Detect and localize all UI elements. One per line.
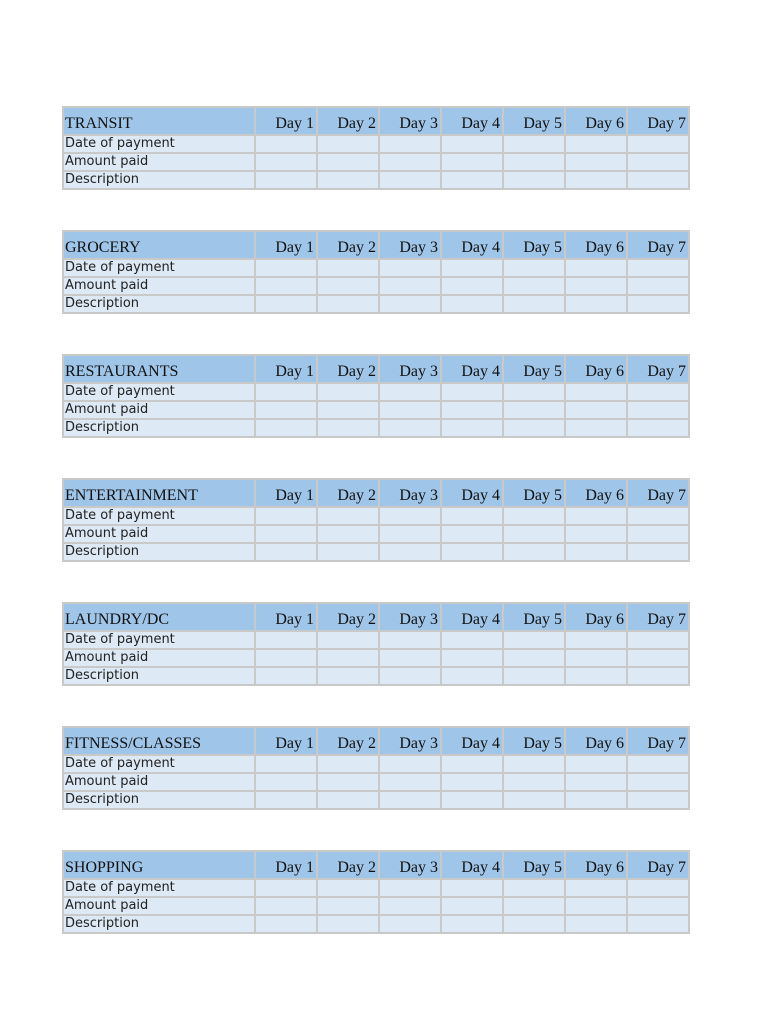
day-header: Day 7 xyxy=(627,727,689,755)
day-header: Day 5 xyxy=(503,603,565,631)
table-header-row xyxy=(63,727,689,755)
entry-cell[interactable] xyxy=(317,171,379,189)
entry-cell[interactable] xyxy=(565,507,627,525)
entry-cell[interactable] xyxy=(441,667,503,685)
table-row xyxy=(63,135,689,153)
day-header: Day 7 xyxy=(627,355,689,383)
table-row xyxy=(63,507,689,525)
table-row xyxy=(63,383,689,401)
day-header: Day 6 xyxy=(565,603,627,631)
day-header: Day 2 xyxy=(317,231,379,259)
entry-cell[interactable] xyxy=(317,649,379,667)
entry-cell[interactable] xyxy=(317,383,379,401)
day-header: Day 2 xyxy=(317,479,379,507)
table-row xyxy=(63,295,689,313)
entry-cell[interactable] xyxy=(379,419,441,437)
entry-cell[interactable] xyxy=(503,171,565,189)
row-label: Amount paid xyxy=(63,649,255,667)
entry-cell[interactable] xyxy=(379,525,441,543)
category-title: GROCERY xyxy=(63,231,255,259)
table-row xyxy=(63,791,689,809)
row-label: Date of payment xyxy=(63,631,255,649)
day-header: Day 4 xyxy=(441,355,503,383)
entry-cell[interactable] xyxy=(441,383,503,401)
table-header-row xyxy=(63,603,689,631)
row-label: Date of payment xyxy=(63,135,255,153)
entry-cell[interactable] xyxy=(565,525,627,543)
entry-cell[interactable] xyxy=(627,153,689,171)
entry-cell[interactable] xyxy=(503,773,565,791)
entry-cell[interactable] xyxy=(441,135,503,153)
entry-cell[interactable] xyxy=(441,649,503,667)
table-row xyxy=(63,171,689,189)
day-header: Day 1 xyxy=(255,851,317,879)
day-header: Day 5 xyxy=(503,231,565,259)
expense-table xyxy=(62,478,690,562)
entry-cell[interactable] xyxy=(565,383,627,401)
row-label: Description xyxy=(63,791,255,809)
category-title: LAUNDRY/DC xyxy=(63,603,255,631)
table-row xyxy=(63,419,689,437)
day-header: Day 3 xyxy=(379,231,441,259)
entry-cell[interactable] xyxy=(565,295,627,313)
entry-cell[interactable] xyxy=(503,259,565,277)
entry-cell[interactable] xyxy=(627,915,689,933)
row-label: Description xyxy=(63,171,255,189)
expense-table-shopping xyxy=(62,850,690,934)
row-label: Description xyxy=(63,543,255,561)
day-header: Day 4 xyxy=(441,727,503,755)
expense-table-fitness-classes xyxy=(62,726,690,810)
entry-cell[interactable] xyxy=(441,259,503,277)
entry-cell[interactable] xyxy=(503,383,565,401)
entry-cell[interactable] xyxy=(627,171,689,189)
entry-cell[interactable] xyxy=(255,667,317,685)
entry-cell[interactable] xyxy=(441,295,503,313)
row-label: Description xyxy=(63,667,255,685)
row-label: Date of payment xyxy=(63,383,255,401)
entry-cell[interactable] xyxy=(565,649,627,667)
entry-cell[interactable] xyxy=(317,295,379,313)
expense-table-laundry-dc xyxy=(62,602,690,686)
entry-cell[interactable] xyxy=(565,543,627,561)
day-header: Day 1 xyxy=(255,727,317,755)
entry-cell[interactable] xyxy=(565,171,627,189)
day-header: Day 6 xyxy=(565,851,627,879)
day-header: Day 5 xyxy=(503,355,565,383)
entry-cell[interactable] xyxy=(255,259,317,277)
entry-cell[interactable] xyxy=(565,915,627,933)
day-header: Day 1 xyxy=(255,107,317,135)
entry-cell[interactable] xyxy=(317,153,379,171)
entry-cell[interactable] xyxy=(441,171,503,189)
entry-cell[interactable] xyxy=(379,153,441,171)
day-header: Day 6 xyxy=(565,231,627,259)
entry-cell[interactable] xyxy=(503,649,565,667)
table-row xyxy=(63,649,689,667)
table-row xyxy=(63,277,689,295)
row-label: Description xyxy=(63,419,255,437)
entry-cell[interactable] xyxy=(255,773,317,791)
entry-cell[interactable] xyxy=(255,135,317,153)
entry-cell[interactable] xyxy=(503,879,565,897)
day-header: Day 7 xyxy=(627,107,689,135)
entry-cell[interactable] xyxy=(317,791,379,809)
table-row xyxy=(63,543,689,561)
day-header: Day 3 xyxy=(379,107,441,135)
day-header: Day 2 xyxy=(317,851,379,879)
day-header: Day 2 xyxy=(317,107,379,135)
row-label: Date of payment xyxy=(63,507,255,525)
entry-cell[interactable] xyxy=(565,897,627,915)
day-header: Day 6 xyxy=(565,479,627,507)
table-row xyxy=(63,773,689,791)
entry-cell[interactable] xyxy=(255,171,317,189)
entry-cell[interactable] xyxy=(441,277,503,295)
entry-cell[interactable] xyxy=(565,401,627,419)
day-header: Day 7 xyxy=(627,851,689,879)
entry-cell[interactable] xyxy=(317,915,379,933)
entry-cell[interactable] xyxy=(627,135,689,153)
entry-cell[interactable] xyxy=(255,649,317,667)
entry-cell[interactable] xyxy=(627,649,689,667)
row-label: Amount paid xyxy=(63,401,255,419)
entry-cell[interactable] xyxy=(379,295,441,313)
entry-cell[interactable] xyxy=(317,543,379,561)
day-header: Day 3 xyxy=(379,851,441,879)
entry-cell[interactable] xyxy=(441,401,503,419)
table-header-row xyxy=(63,231,689,259)
entry-cell[interactable] xyxy=(627,791,689,809)
row-label: Amount paid xyxy=(63,897,255,915)
day-header: Day 3 xyxy=(379,603,441,631)
day-header: Day 3 xyxy=(379,479,441,507)
day-header: Day 7 xyxy=(627,479,689,507)
table-header-row xyxy=(63,355,689,383)
entry-cell[interactable] xyxy=(503,135,565,153)
entry-cell[interactable] xyxy=(379,773,441,791)
table-row xyxy=(63,667,689,685)
category-title: FITNESS/CLASSES xyxy=(63,727,255,755)
expense-table xyxy=(62,602,690,686)
entry-cell[interactable] xyxy=(317,259,379,277)
category-title: ENTERTAINMENT xyxy=(63,479,255,507)
entry-cell[interactable] xyxy=(503,277,565,295)
entry-cell[interactable] xyxy=(503,507,565,525)
day-header: Day 5 xyxy=(503,851,565,879)
entry-cell[interactable] xyxy=(379,135,441,153)
entry-cell[interactable] xyxy=(503,667,565,685)
expense-table-entertainment xyxy=(62,478,690,562)
entry-cell[interactable] xyxy=(441,153,503,171)
entry-cell[interactable] xyxy=(255,543,317,561)
expense-table xyxy=(62,726,690,810)
entry-cell[interactable] xyxy=(627,525,689,543)
entry-cell[interactable] xyxy=(379,543,441,561)
entry-cell[interactable] xyxy=(255,383,317,401)
entry-cell[interactable] xyxy=(441,543,503,561)
entry-cell[interactable] xyxy=(255,879,317,897)
entry-cell[interactable] xyxy=(379,791,441,809)
table-row xyxy=(63,259,689,277)
entry-cell[interactable] xyxy=(627,631,689,649)
table-row xyxy=(63,153,689,171)
entry-cell[interactable] xyxy=(255,277,317,295)
entry-cell[interactable] xyxy=(503,419,565,437)
row-label: Amount paid xyxy=(63,153,255,171)
entry-cell[interactable] xyxy=(317,879,379,897)
row-label: Date of payment xyxy=(63,879,255,897)
entry-cell[interactable] xyxy=(255,897,317,915)
day-header: Day 4 xyxy=(441,107,503,135)
entry-cell[interactable] xyxy=(441,879,503,897)
table-header-row xyxy=(63,107,689,135)
day-header: Day 1 xyxy=(255,231,317,259)
entry-cell[interactable] xyxy=(627,295,689,313)
entry-cell[interactable] xyxy=(503,401,565,419)
entry-cell[interactable] xyxy=(379,755,441,773)
row-label: Amount paid xyxy=(63,773,255,791)
entry-cell[interactable] xyxy=(565,153,627,171)
entry-cell[interactable] xyxy=(627,879,689,897)
table-header-row xyxy=(63,851,689,879)
entry-cell[interactable] xyxy=(627,383,689,401)
row-label: Date of payment xyxy=(63,259,255,277)
expense-table xyxy=(62,354,690,438)
entry-cell[interactable] xyxy=(317,507,379,525)
entry-cell[interactable] xyxy=(627,755,689,773)
entry-cell[interactable] xyxy=(503,897,565,915)
entry-cell[interactable] xyxy=(441,631,503,649)
table-row xyxy=(63,401,689,419)
entry-cell[interactable] xyxy=(627,667,689,685)
entry-cell[interactable] xyxy=(379,277,441,295)
entry-cell[interactable] xyxy=(379,667,441,685)
row-label: Date of payment xyxy=(63,755,255,773)
entry-cell[interactable] xyxy=(503,153,565,171)
entry-cell[interactable] xyxy=(565,755,627,773)
table-row xyxy=(63,525,689,543)
entry-cell[interactable] xyxy=(255,507,317,525)
expense-table-restaurants xyxy=(62,354,690,438)
day-header: Day 2 xyxy=(317,603,379,631)
day-header: Day 1 xyxy=(255,479,317,507)
day-header: Day 4 xyxy=(441,231,503,259)
entry-cell[interactable] xyxy=(317,667,379,685)
category-title: TRANSIT xyxy=(63,107,255,135)
entry-cell[interactable] xyxy=(441,507,503,525)
expense-table-grocery xyxy=(62,230,690,314)
entry-cell[interactable] xyxy=(317,419,379,437)
table-row xyxy=(63,879,689,897)
entry-cell[interactable] xyxy=(565,879,627,897)
day-header: Day 5 xyxy=(503,727,565,755)
entry-cell[interactable] xyxy=(379,383,441,401)
table-row xyxy=(63,755,689,773)
day-header: Day 7 xyxy=(627,231,689,259)
entry-cell[interactable] xyxy=(379,171,441,189)
entry-cell[interactable] xyxy=(565,419,627,437)
entry-cell[interactable] xyxy=(379,649,441,667)
entry-cell[interactable] xyxy=(255,295,317,313)
entry-cell[interactable] xyxy=(317,525,379,543)
table-row xyxy=(63,631,689,649)
entry-cell[interactable] xyxy=(379,879,441,897)
entry-cell[interactable] xyxy=(441,755,503,773)
entry-cell[interactable] xyxy=(379,259,441,277)
entry-cell[interactable] xyxy=(503,543,565,561)
entry-cell[interactable] xyxy=(441,773,503,791)
entry-cell[interactable] xyxy=(317,631,379,649)
day-header: Day 3 xyxy=(379,727,441,755)
day-header: Day 5 xyxy=(503,107,565,135)
entry-cell[interactable] xyxy=(255,791,317,809)
table-row xyxy=(63,915,689,933)
day-header: Day 6 xyxy=(565,107,627,135)
day-header: Day 4 xyxy=(441,851,503,879)
entry-cell[interactable] xyxy=(255,915,317,933)
entry-cell[interactable] xyxy=(503,791,565,809)
entry-cell[interactable] xyxy=(565,773,627,791)
day-header: Day 6 xyxy=(565,355,627,383)
category-title: RESTAURANTS xyxy=(63,355,255,383)
entry-cell[interactable] xyxy=(317,401,379,419)
entry-cell[interactable] xyxy=(627,401,689,419)
row-label: Description xyxy=(63,915,255,933)
expense-table xyxy=(62,850,690,934)
entry-cell[interactable] xyxy=(379,401,441,419)
entry-cell[interactable] xyxy=(627,543,689,561)
entry-cell[interactable] xyxy=(255,525,317,543)
entry-cell[interactable] xyxy=(627,277,689,295)
entry-cell[interactable] xyxy=(503,295,565,313)
entry-cell[interactable] xyxy=(565,277,627,295)
entry-cell[interactable] xyxy=(317,755,379,773)
entry-cell[interactable] xyxy=(441,791,503,809)
entry-cell[interactable] xyxy=(503,755,565,773)
entry-cell[interactable] xyxy=(379,897,441,915)
entry-cell[interactable] xyxy=(503,915,565,933)
entry-cell[interactable] xyxy=(255,401,317,419)
entry-cell[interactable] xyxy=(565,667,627,685)
day-header: Day 6 xyxy=(565,727,627,755)
entry-cell[interactable] xyxy=(627,773,689,791)
day-header: Day 1 xyxy=(255,603,317,631)
day-header: Day 2 xyxy=(317,727,379,755)
entry-cell[interactable] xyxy=(503,631,565,649)
entry-cell[interactable] xyxy=(317,897,379,915)
entry-cell[interactable] xyxy=(441,419,503,437)
day-header: Day 5 xyxy=(503,479,565,507)
entry-cell[interactable] xyxy=(565,631,627,649)
entry-cell[interactable] xyxy=(627,419,689,437)
entry-cell[interactable] xyxy=(379,915,441,933)
entry-cell[interactable] xyxy=(317,135,379,153)
entry-cell[interactable] xyxy=(627,507,689,525)
day-header: Day 4 xyxy=(441,603,503,631)
day-header: Day 2 xyxy=(317,355,379,383)
entry-cell[interactable] xyxy=(255,755,317,773)
day-header: Day 4 xyxy=(441,479,503,507)
table-row xyxy=(63,897,689,915)
entry-cell[interactable] xyxy=(441,897,503,915)
entry-cell[interactable] xyxy=(441,915,503,933)
table-header-row xyxy=(63,479,689,507)
entry-cell[interactable] xyxy=(255,153,317,171)
entry-cell[interactable] xyxy=(379,507,441,525)
expense-table-transit xyxy=(62,106,690,190)
entry-cell[interactable] xyxy=(565,135,627,153)
entry-cell[interactable] xyxy=(565,259,627,277)
row-label: Amount paid xyxy=(63,277,255,295)
entry-cell[interactable] xyxy=(255,419,317,437)
expense-table xyxy=(62,230,690,314)
row-label: Amount paid xyxy=(63,525,255,543)
expense-table xyxy=(62,106,690,190)
entry-cell[interactable] xyxy=(627,259,689,277)
entry-cell[interactable] xyxy=(379,631,441,649)
entry-cell[interactable] xyxy=(317,773,379,791)
entry-cell[interactable] xyxy=(441,525,503,543)
day-header: Day 3 xyxy=(379,355,441,383)
entry-cell[interactable] xyxy=(255,631,317,649)
entry-cell[interactable] xyxy=(317,277,379,295)
day-header: Day 1 xyxy=(255,355,317,383)
day-header: Day 7 xyxy=(627,603,689,631)
entry-cell[interactable] xyxy=(627,897,689,915)
row-label: Description xyxy=(63,295,255,313)
entry-cell[interactable] xyxy=(565,791,627,809)
category-title: SHOPPING xyxy=(63,851,255,879)
entry-cell[interactable] xyxy=(503,525,565,543)
